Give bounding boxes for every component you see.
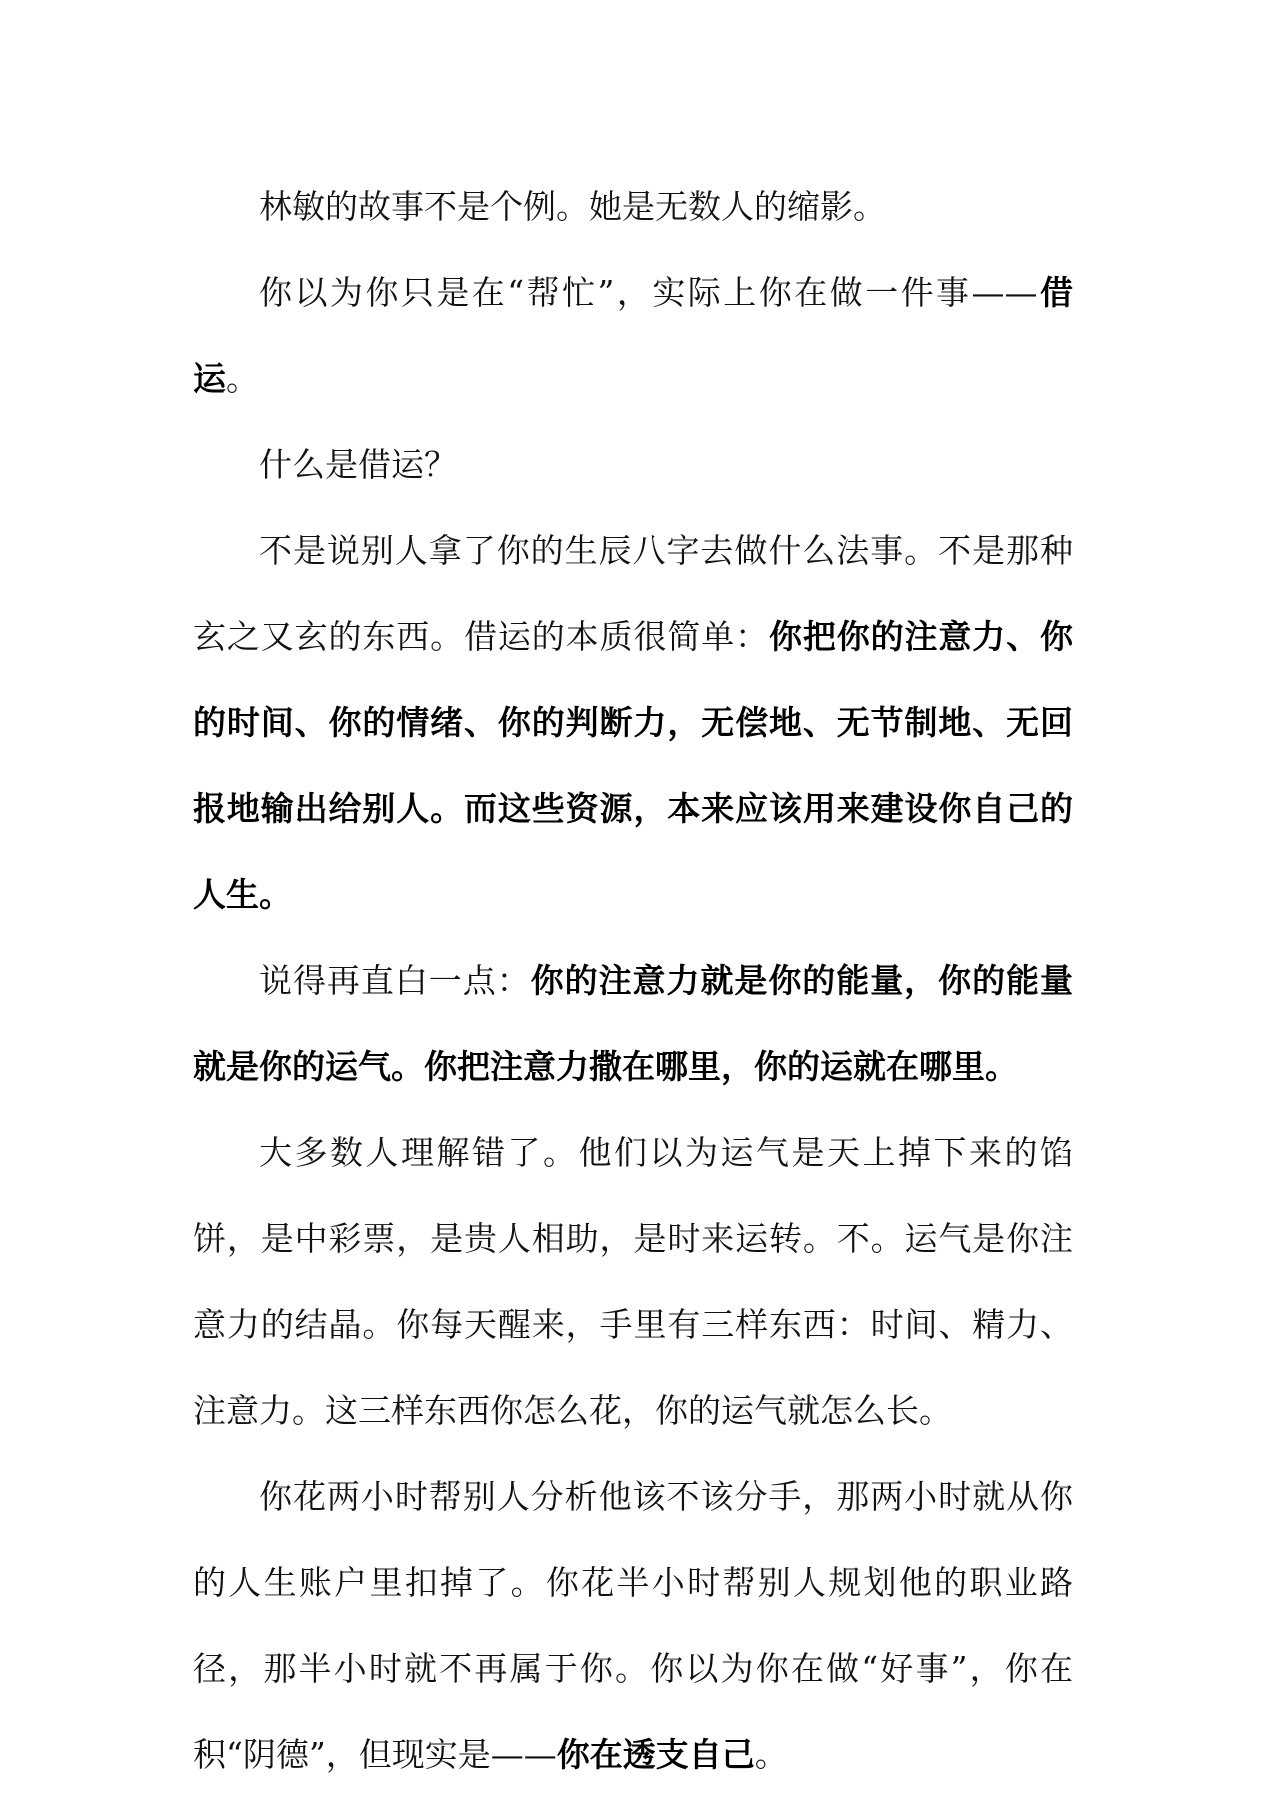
paragraph-5: [193, 938, 1073, 1110]
paragraph-2-bold-term: 借运: [193, 273, 1073, 398]
paragraph-2: [193, 250, 1073, 422]
paragraph-7-end: 。: [754, 1735, 788, 1774]
paragraph-5-text: 说得再直白一点：: [259, 961, 531, 1000]
paragraph-6-text: 大多数人理解错了。他们以为运气是天上掉下来的馅饼，是中彩票，是贵人相助，是时来运转。不。运气是你注意力的结晶。你每天醒来，手里有三样东西：时间、精力、注意力。这三样东西你怎么花，你的运气就怎么长。: [193, 1133, 1073, 1430]
paragraph-4-bold-text: 你把你的注意力、你的时间、你的情绪、你的判断力，无偿地、无节制地、无回报地输出给别人。而这些资源，本来应该用来建设你自己的人生。: [193, 617, 1074, 914]
paragraph-4-text: 不是说别人拿了你的生辰八字去做什么法事。不是那种玄之又玄的东西。借运的本质很简单：: [193, 531, 1073, 656]
paragraph-5-bold-text: 你的注意力就是你的能量，你的能量就是你的运气。你把注意力撒在哪里，你的运就在哪里。: [193, 961, 1074, 1086]
paragraph-4: [193, 508, 1073, 938]
document-body: [193, 164, 1073, 1798]
paragraph-7-bold-text: 你在透支自己: [556, 1735, 755, 1774]
paragraph-1: [193, 164, 1073, 250]
paragraph-6: [193, 1110, 1073, 1454]
paragraph-3-text: 什么是借运？: [259, 445, 457, 484]
paragraph-2-end: 。: [226, 359, 259, 398]
paragraph-1-text: 林敏的故事不是个例。她是无数人的缩影。: [259, 187, 886, 226]
paragraph-7-text: 你花两小时帮别人分析他该不该分手，那两小时就从你的人生账户里扣掉了。你花半小时帮别人规划他的职业路径，那半小时就不再属于你。你以为你在做“好事”，你在积“阴德”，但现实是——: [193, 1477, 1073, 1774]
paragraph-7: [193, 1454, 1073, 1798]
paragraph-3: [193, 422, 1073, 508]
paragraph-2-text: 你以为你只是在“帮忙”，实际上你在做一件事——: [259, 273, 1038, 312]
